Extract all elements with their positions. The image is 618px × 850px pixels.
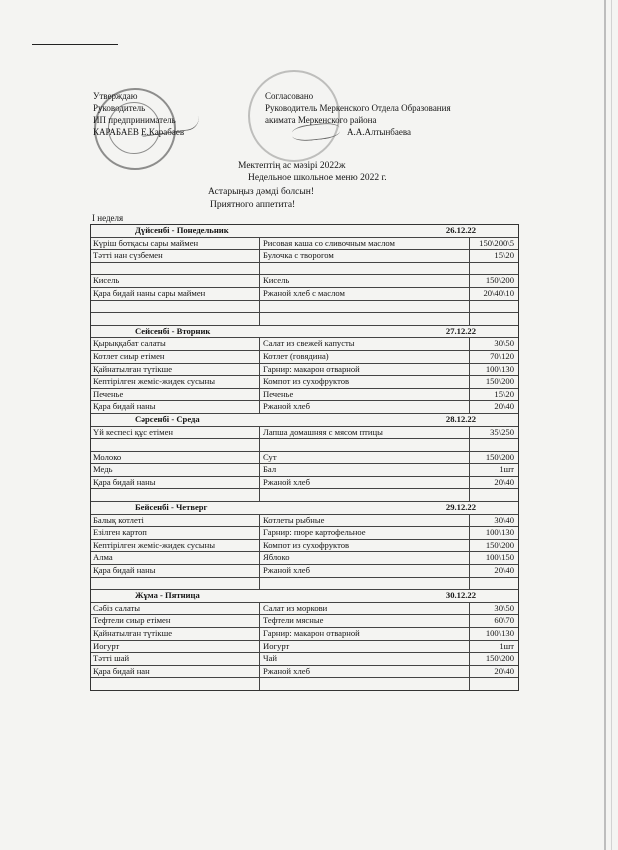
dish-ru: Гарнир: макарон отварной [260, 628, 470, 640]
dish-ru: Сут [260, 452, 470, 464]
portion [470, 578, 516, 590]
dish-kz: Қара бидай наны [91, 401, 260, 413]
portion: 100\150 [485, 552, 514, 563]
dish-kz: Күріш ботқасы сары маймен [91, 238, 260, 250]
greeting-ru: Приятного аппетита! [210, 200, 296, 210]
dish-kz: Котлет сиыр етімен [91, 351, 260, 363]
menu-table [90, 224, 519, 691]
portion: 30\40 [494, 514, 514, 525]
dish-ru: Бал [260, 464, 470, 476]
day-date: 29.12.22 [445, 502, 476, 513]
agreement-line: Согласовано [265, 91, 314, 101]
dish-kz: Қара бидай наны [91, 565, 260, 577]
dish-ru [260, 439, 470, 451]
day-header-row [91, 502, 518, 515]
dish-kz: Тефтели сиыр етімен [91, 615, 260, 627]
portion: 1шт [499, 464, 514, 475]
menu-row [91, 376, 518, 389]
day-date: 28.12.22 [445, 413, 476, 424]
dish-ru: Котлеты рыбные [260, 515, 470, 527]
day-name: Дүйсенбі - Понедельник [135, 225, 229, 235]
dish-ru: Салат из моркови [260, 603, 470, 615]
portion: 35\250 [490, 426, 514, 437]
menu-row [91, 578, 518, 591]
day-name: Бейсенбі - Четверг [135, 502, 208, 513]
dish-ru: Тефтели мясные [260, 615, 470, 627]
menu-row [91, 603, 518, 616]
menu-row [91, 464, 518, 477]
menu-row [91, 351, 518, 364]
dish-kz: Медь [91, 464, 260, 476]
menu-row [91, 678, 518, 690]
dish-ru: Рисовая каша со сливочным маслом [260, 238, 470, 250]
dish-ru: Ржаной хлеб с маслом [260, 288, 470, 300]
dish-ru [260, 263, 470, 275]
dish-ru: Булочка с творогом [260, 250, 470, 262]
portion: 20\40 [494, 476, 514, 487]
dish-ru: Гарнир: пюре картофельное [260, 527, 470, 539]
portion: 100\130 [485, 363, 514, 374]
menu-row [91, 389, 518, 402]
portion: 60\70 [494, 615, 514, 626]
dish-ru [260, 489, 470, 501]
menu-row [91, 427, 518, 440]
portion: 20\40 [494, 401, 514, 412]
dish-ru: Салат из свежей капусты [260, 338, 470, 350]
portion: 20\40 [494, 565, 514, 576]
dish-kz: Иогурт [91, 641, 260, 653]
menu-row [91, 477, 518, 490]
portion: 30\50 [494, 338, 514, 349]
portion: 150\200\5 [479, 237, 514, 248]
approval-line: Утверждаю [93, 91, 138, 101]
approval-line: ИП предприниматель [93, 115, 176, 125]
agreement-line: Руководитель Меркенского Отдела Образования [265, 103, 451, 113]
dish-kz: Үй кеспесі құс етімен [91, 427, 260, 439]
dish-ru: Ржаной хлеб [260, 666, 470, 678]
portion [470, 313, 516, 325]
dish-kz: Кептірілген жеміс-жидек сусыны [91, 376, 260, 388]
dish-ru: Иогурт [260, 641, 470, 653]
portion: 150\200 [485, 275, 514, 286]
day-name: Сәрсенбі - Среда [135, 413, 200, 424]
dish-ru: Чай [260, 653, 470, 665]
approval-line: КАРАБАЕВ Е.Карабаев [93, 127, 185, 137]
dish-kz [91, 489, 260, 501]
menu-row [91, 540, 518, 553]
menu-row [91, 338, 518, 351]
dish-ru: Кисель [260, 275, 470, 287]
dish-ru: Котлет (говядина) [260, 351, 470, 363]
dish-ru: Яблоко [260, 552, 470, 564]
top-rule [32, 44, 118, 45]
portion [470, 678, 516, 690]
day-header-row [91, 225, 518, 238]
menu-row [91, 439, 518, 452]
menu-row [91, 313, 518, 326]
portion: 15\20 [494, 250, 514, 261]
portion: 1шт [499, 640, 514, 651]
portion [470, 301, 516, 313]
dish-kz [91, 578, 260, 590]
menu-row [91, 653, 518, 666]
dish-kz: Сәбіз салаты [91, 603, 260, 615]
dish-kz: Тәтті шай [91, 653, 260, 665]
title-ru: Недельное школьное меню 2022 г. [248, 173, 387, 183]
dish-ru: Лапша домашняя с мясом птицы [260, 427, 470, 439]
day-header-row [91, 590, 518, 603]
dish-kz: Кисель [91, 275, 260, 287]
day-header-row [91, 414, 518, 427]
menu-row [91, 628, 518, 641]
portion: 100\130 [485, 527, 514, 538]
dish-kz [91, 301, 260, 313]
portion: 100\130 [485, 628, 514, 638]
agreement-line: акимата Меркенского района [265, 115, 377, 125]
dish-ru: Ржаной хлеб [260, 565, 470, 577]
portion: 150\200 [485, 376, 514, 387]
menu-row [91, 615, 518, 628]
dish-kz [91, 263, 260, 275]
scan-edge-inner [611, 0, 612, 850]
dish-kz: Тәтті нан сүзбемен [91, 250, 260, 262]
dish-kz: Қайнатылған түтікше [91, 364, 260, 376]
menu-row [91, 666, 518, 679]
week-label: I неделя [92, 213, 124, 223]
portion: 150\200 [485, 451, 514, 462]
dish-kz: Молоко [91, 452, 260, 464]
title-kz: Мектептің ас мәзірі 2022ж [238, 161, 346, 171]
dish-ru: Ржаной хлеб [260, 401, 470, 413]
day-name: Сейсенбі - Вторник [135, 325, 211, 336]
portion [470, 263, 516, 275]
portion: 150\200 [485, 653, 514, 664]
menu-row [91, 238, 518, 251]
dish-ru: Компот из сухофруктов [260, 540, 470, 552]
dish-ru: Печенье [260, 389, 470, 401]
dish-kz: Қара бидай нан [91, 666, 260, 678]
dish-kz [91, 313, 260, 325]
portion: 150\200 [485, 539, 514, 550]
dish-ru [260, 313, 470, 325]
menu-row [91, 401, 518, 414]
dish-kz [91, 678, 260, 690]
menu-row [91, 301, 518, 314]
dish-kz: Қайнатылған түтікше [91, 628, 260, 640]
dish-ru: Ржаной хлеб [260, 477, 470, 489]
day-date: 27.12.22 [445, 325, 476, 336]
menu-row [91, 288, 518, 301]
approval-line: Руководитель [93, 103, 146, 113]
portion: 70\120 [490, 350, 514, 361]
dish-kz: Алма [91, 552, 260, 564]
agreement-line: А.А.Алтынбаева [347, 127, 411, 137]
portion: 15\20 [494, 388, 514, 399]
menu-row [91, 250, 518, 263]
menu-row [91, 552, 518, 565]
portion: 30\50 [494, 602, 514, 613]
portion: 20\40 [494, 665, 514, 676]
dish-ru [260, 301, 470, 313]
menu-row [91, 364, 518, 377]
day-date: 30.12.22 [445, 590, 476, 601]
portion: 20\40\10 [483, 287, 514, 298]
dish-kz: Қырыққабат салаты [91, 338, 260, 350]
dish-kz [91, 439, 260, 451]
menu-row [91, 641, 518, 654]
dish-kz: Кептірілген жеміс-жидек сусыны [91, 540, 260, 552]
day-date: 26.12.22 [445, 225, 476, 235]
scan-edge [604, 0, 606, 850]
menu-row [91, 515, 518, 528]
menu-row [91, 275, 518, 288]
day-name: Жұма - Пятница [135, 590, 200, 601]
dish-kz: Езілген картоп [91, 527, 260, 539]
day-header-row [91, 326, 518, 339]
menu-row [91, 527, 518, 540]
portion [470, 439, 516, 451]
greeting-kz: Астарыңыз дәмді болсын! [208, 187, 315, 197]
dish-kz: Печенье [91, 389, 260, 401]
menu-row [91, 263, 518, 276]
menu-row [91, 489, 518, 502]
menu-row [91, 565, 518, 578]
dish-ru [260, 578, 470, 590]
dish-ru: Компот из сухофруктов [260, 376, 470, 388]
portion [470, 489, 516, 501]
dish-kz: Балық котлеті [91, 515, 260, 527]
dish-kz: Қара бидай наны [91, 477, 260, 489]
dish-kz: Қара бидай наны сары маймен [91, 288, 260, 300]
menu-row [91, 452, 518, 465]
dish-ru [260, 678, 470, 690]
dish-ru: Гарнир: макарон отварной [260, 364, 470, 376]
